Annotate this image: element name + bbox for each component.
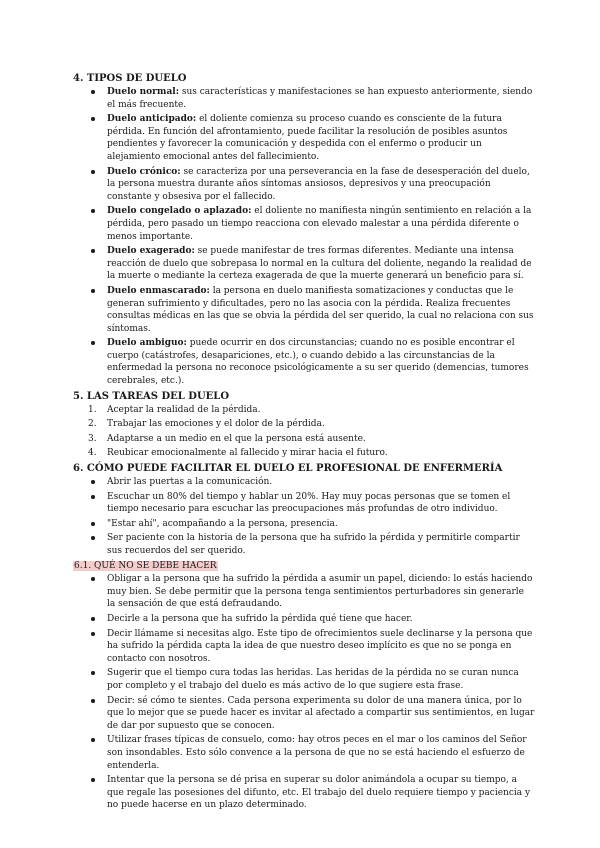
section-6-title: 6. CÓMO PUEDE FACILITAR EL DUELO EL PROFESIONAL DE ENFERMERÍA bbox=[73, 463, 503, 475]
list-item: Intentar que la persona se dé prisa en superar su dolor animándola a ocupar su tiempo, a que regale las posesiones del difunto, etc. El trabajo del duelo requiere tiempo y paciencia y no puede hacerse en un plazo determinado. bbox=[73, 774, 535, 812]
definition: el doliente no manifiesta ningún sentimiento en relación a la pérdida, pero pasado un tiempo reacciona con elevado malestar a una pérdida diferente o menos importante. bbox=[107, 206, 532, 242]
duelo-tasks-list bbox=[73, 404, 535, 460]
list-item bbox=[73, 433, 535, 446]
list-item bbox=[73, 404, 535, 417]
list-item: Abrir las puertas a la comunicación. bbox=[73, 476, 535, 489]
definition: la persona en duelo manifiesta somatizaciones y conductas que le generan sufrimiento y dificultades, pero no las asocia con la pérdida. Realiza frecuentes consultas médicas en las que se obvia la pérdida del ser querido, la cual no relaciona con sus síntomas. bbox=[107, 285, 534, 334]
term: Duelo enmascarado: bbox=[107, 285, 210, 296]
duelo-types-list bbox=[73, 86, 535, 388]
list-item bbox=[73, 285, 535, 335]
item-number: 1. bbox=[88, 404, 97, 415]
facilitate-list bbox=[73, 476, 535, 558]
item-number: 4. bbox=[88, 448, 97, 459]
list-item: Decirle a la persona que ha sufrido la pérdida qué tiene que hacer. bbox=[73, 613, 535, 626]
list-item: Decir: sé cómo te sientes. Cada persona experimenta su dolor de una manera única, por lo que lo mejor que se puede hacer es invitar al afectado a compartir sus sentimientos, en lugar de dar por supuesto que se conocen. bbox=[73, 695, 535, 733]
list-item bbox=[73, 166, 535, 204]
definition: se caracteriza por una perseverancia en la fase de desesperación del duelo, la persona muestra durante años síntomas ansiosos, depresivos y una preocupación constante y obsesiva por el fallecido. bbox=[107, 166, 530, 202]
list-item: Obligar a la persona que ha sufrido la pérdida a asumir un papel, diciendo: lo estás haciendo muy bien. Se debe permitir que la persona tenga sentimientos perturbadores sin generarle la sensación de que está defraudando. bbox=[73, 573, 535, 611]
list-item: Sugerir que el tiempo cura todas las heridas. Las heridas de la pérdida no se curan nunca por completo y el trabajo del duelo es más activo de lo que sugiere esta frase. bbox=[73, 667, 535, 692]
section-5-title: 5. LAS TAREAS DEL DUELO bbox=[73, 390, 230, 402]
item-text: Aceptar la realidad de la pérdida. bbox=[107, 404, 261, 415]
list-item bbox=[73, 113, 535, 163]
item-text: Adaptarse a un medio en el que la persona está ausente. bbox=[107, 433, 366, 444]
term: Duelo exagerado: bbox=[107, 246, 195, 257]
list-item: Escuchar un 80% del tiempo y hablar un 20%. Hay muy pocas personas que se tomen el tiempo necesario para escuchar las preocupaciones más profundas de otro individuo. bbox=[73, 491, 535, 516]
item-text: Reubicar emocionalmente al fallecido y mirar hacia el futuro. bbox=[107, 448, 388, 459]
term: Duelo anticipado: bbox=[107, 114, 197, 125]
list-item: Utilizar frases típicas de consuelo, como: hay otros peces en el mar o los caminos del Señor son insondables. Esto sólo convence a la persona de que no se está haciendo el esfuerzo de entenderla. bbox=[73, 734, 535, 772]
list-item bbox=[73, 245, 535, 283]
section-6-1-title bbox=[73, 560, 535, 573]
list-item: Ser paciente con la historia de la persona que ha sufrido la pérdida y permitirle compartir sus recuerdos del ser querido. bbox=[73, 532, 535, 557]
item-number: 2. bbox=[88, 419, 97, 430]
item-number: 3. bbox=[88, 433, 97, 444]
highlighted-subtitle: 6.1. QUÉ NO SE DEBE HACER bbox=[74, 560, 217, 571]
term: Duelo congelado o aplazado: bbox=[107, 206, 252, 217]
list-item: Decir llámame si necesitas algo. Este tipo de ofrecimientos suele declinarse y la persona que ha sufrido la pérdida capta la idea de que nuestro deseo implícito es que no se ponga en contacto con nosotros. bbox=[73, 628, 535, 666]
definition: se puede manifestar de tres formas diferentes. Mediante una intensa reacción de duelo que sobrepasa lo normal en la cultura del doliente, negando la realidad de la muerte o mediante la certeza exagerada de que la muerte generará un beneficio para sí. bbox=[107, 246, 532, 282]
definition: sus características y manifestaciones se han expuesto anteriormente, siendo el más frecuente. bbox=[107, 87, 533, 110]
donts-list bbox=[73, 573, 535, 812]
list-item bbox=[73, 205, 535, 243]
item-text: Trabajar las emociones y el dolor de la pérdida. bbox=[107, 419, 325, 430]
term: Duelo ambiguo: bbox=[107, 338, 187, 349]
list-item bbox=[73, 337, 535, 387]
list-item: "Estar ahí", acompañando a la persona, presencia. bbox=[73, 518, 535, 531]
document-body bbox=[73, 70, 535, 814]
definition: puede ocurrir en dos circunstancias; cuando no es posible encontrar el cuerpo (catástrofes, desapariciones, etc.), o cuando debido a las circunstancias de la enfermedad la persona no reconoce psicológicamente a su ser querido (demencias, tumores cerebrales, etc.). bbox=[107, 338, 529, 387]
list-item bbox=[73, 86, 535, 111]
definition: el doliente comienza su proceso cuando es consciente de la futura pérdida. En función del afrontamiento, puede facilitar la resolución de posibles asuntos pendientes y favorecer la comunicación y despedida con el enfermo o producir un alejamiento emocional antes del fallecimiento. bbox=[107, 114, 508, 162]
term: Duelo crónico: bbox=[107, 166, 181, 177]
list-item bbox=[73, 418, 535, 431]
term: Duelo normal: bbox=[107, 87, 180, 97]
section-4-title: 4. TIPOS DE DUELO bbox=[73, 73, 187, 84]
list-item bbox=[73, 447, 535, 460]
